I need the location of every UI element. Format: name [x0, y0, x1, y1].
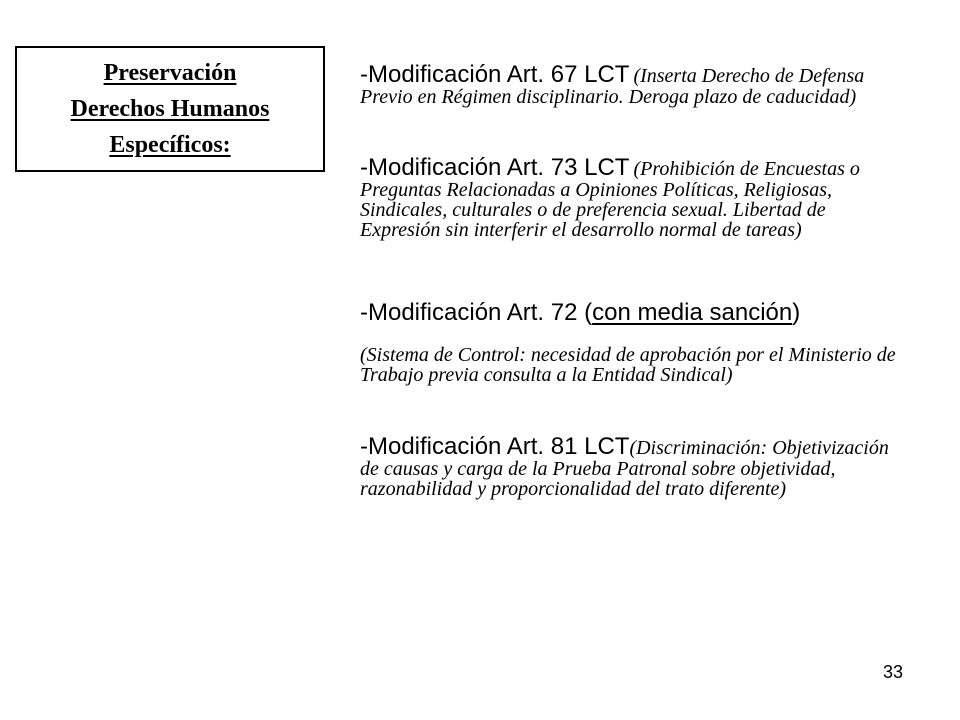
- list-item: [360, 300, 800, 326]
- item-lead-text: -Modificación Art. 73 LCT: [360, 154, 630, 181]
- item-lead-text-suffix: ): [792, 299, 801, 326]
- item-lead-text-prefix: -Modificación Art. 72 (: [360, 299, 593, 326]
- item-detail-text: (Inserta Derecho de Defensa Previo en Régimen disciplinario. Deroga plazo de caducidad): [360, 65, 865, 108]
- list-item: [360, 434, 910, 500]
- item-lead-text: -Modificación Art. 67 LCT: [360, 61, 630, 88]
- section-title-line-1: Preservación: [103, 60, 237, 86]
- section-title-box: [15, 46, 325, 172]
- item-detail-text: (Sistema de Control: necesidad de aprobación por el Ministerio de Trabajo previa consulta a la Entidad Sindical): [360, 344, 896, 386]
- list-item-detail: [360, 346, 910, 386]
- item-lead-text-underlined: con media sanción: [592, 299, 793, 326]
- section-title-line-2: Derechos Humanos: [70, 96, 270, 122]
- item-detail-text: (Prohibición de Encuestas o Preguntas Relacionadas a Opiniones Políticas, Religiosas, Sindicales, culturales o de preferencia sexual. Libertad de Expresión sin interferir el desarrollo normal de tareas): [360, 158, 860, 241]
- item-detail-text: (Discriminación: Objetivización de causas y carga de la Prueba Patronal sobre objetividad, razonabilidad y proporcionalidad del trato diferente): [360, 437, 889, 500]
- list-item: [360, 62, 910, 108]
- list-item: [360, 155, 910, 241]
- item-lead-text: -Modificación Art. 81 LCT: [360, 433, 630, 460]
- section-title-line-3: Específicos:: [109, 132, 231, 158]
- page-number: 33: [882, 662, 903, 682]
